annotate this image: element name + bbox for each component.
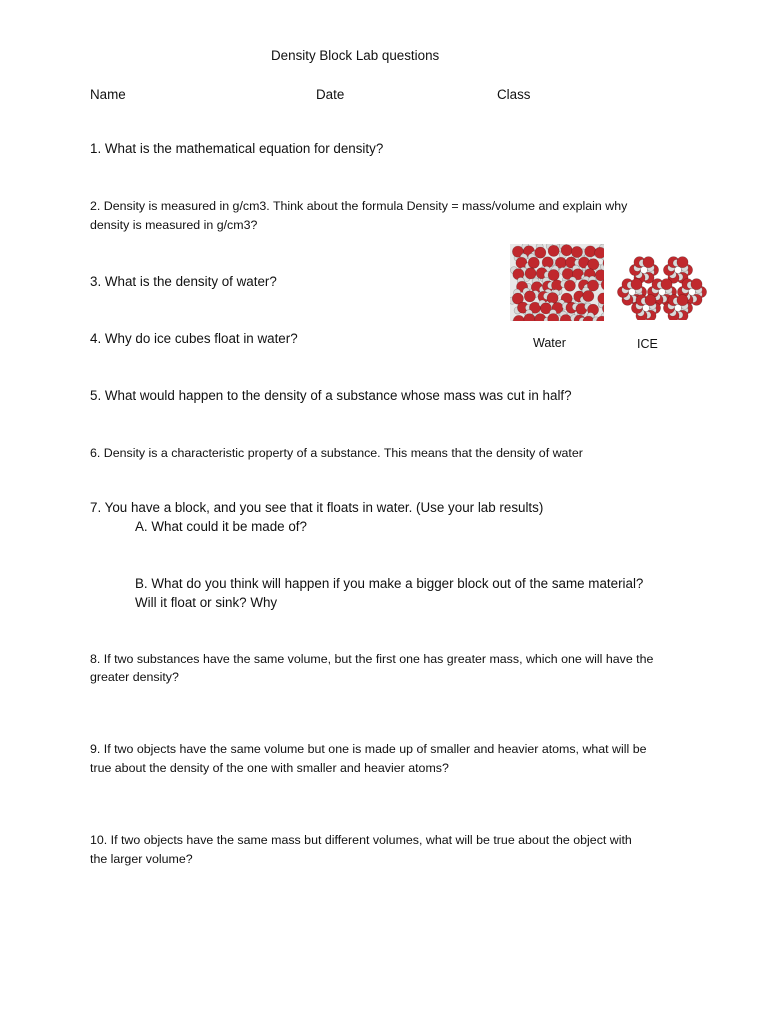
water-molecules-image xyxy=(510,244,604,321)
water-caption: Water xyxy=(533,336,566,350)
oxygen-atom xyxy=(661,279,672,290)
question-2-line-1: 2. Density is measured in g/cm3. Think about the formula Density = mass/volume and explain why xyxy=(90,199,628,213)
question-6: 6. Density is a characteristic property of a substance. This means that the density of water xyxy=(90,446,583,460)
oxygen-atom xyxy=(595,270,604,281)
question-5: 5. What would happen to the density of a substance whose mass was cut in half? xyxy=(90,388,572,403)
question-3: 3. What is the density of water? xyxy=(90,274,277,289)
question-4: 4. Why do ice cubes float in water? xyxy=(90,331,298,346)
question-7b-line-2: Will it float or sink? Why xyxy=(135,595,278,610)
oxygen-atom xyxy=(595,247,604,258)
oxygen-atom xyxy=(548,245,559,256)
ice-caption: ICE xyxy=(637,337,658,351)
oxygen-atom xyxy=(528,257,539,268)
oxygen-atom xyxy=(535,247,546,258)
question-8-line-1: 8. If two substances have the same volume, but the first one has greater mass, which one will have the xyxy=(90,652,654,666)
oxygen-atom xyxy=(645,295,656,306)
question-7a: A. What could it be made of? xyxy=(135,519,307,534)
question-8-line-2: greater density? xyxy=(90,670,179,684)
question-9-line-2: true about the density of the one with smaller and heavier atoms? xyxy=(90,761,449,775)
ice-molecules-image xyxy=(616,248,708,320)
oxygen-atom xyxy=(547,293,558,304)
oxygen-atom xyxy=(677,295,688,306)
question-9-line-1: 9. If two objects have the same volume but one is made up of smaller and heavier atoms, what will be xyxy=(90,742,647,756)
oxygen-atom xyxy=(585,246,596,257)
oxygen-atom xyxy=(691,279,702,290)
question-7: 7. You have a block, and you see that it floats in water. (Use your lab results) xyxy=(90,500,544,515)
oxygen-atom xyxy=(525,268,536,279)
oxygen-atom xyxy=(677,257,688,268)
oxygen-atom xyxy=(583,290,594,301)
oxygen-atom xyxy=(524,291,535,302)
oxygen-atom xyxy=(631,279,642,290)
page-title: Density Block Lab questions xyxy=(271,48,440,63)
oxygen-atom xyxy=(564,280,575,291)
class-label: Class xyxy=(497,87,531,102)
oxygen-atom xyxy=(548,269,559,280)
oxygen-atom xyxy=(643,257,654,268)
question-7b-line-1: B. What do you think will happen if you make a bigger block out of the same material? xyxy=(135,576,644,591)
oxygen-atom xyxy=(561,245,572,256)
date-label: Date xyxy=(316,87,345,102)
name-label: Name xyxy=(90,87,126,102)
question-1: 1. What is the mathematical equation for density? xyxy=(90,141,384,156)
question-2-line-2: density is measured in g/cm3? xyxy=(90,218,258,232)
oxygen-atom xyxy=(588,259,599,270)
oxygen-atom xyxy=(571,246,582,257)
question-10-line-1: 10. If two objects have the same mass but different volumes, what will be true about the object with xyxy=(90,833,632,847)
question-10-line-2: the larger volume? xyxy=(90,852,193,866)
